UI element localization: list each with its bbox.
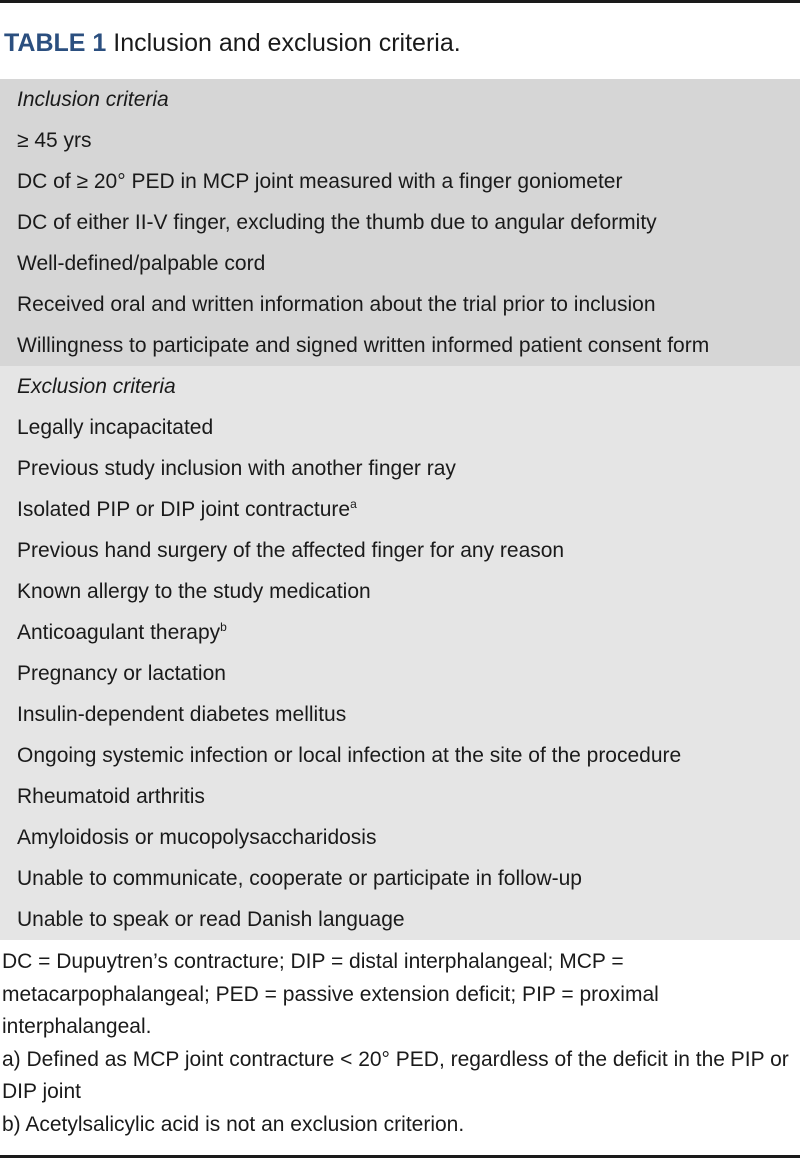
footnote-marker: a: [350, 497, 357, 511]
inclusion-item: ≥ 45 yrs: [17, 129, 92, 152]
inclusion-item: DC of either II-V finger, excluding the thumb due to angular deformity: [17, 211, 657, 234]
footnote-b: b) Acetylsalicylic acid is not an exclusion criterion.: [2, 1112, 465, 1136]
exclusion-item-text: Isolated PIP or DIP joint contracture: [17, 498, 351, 521]
table-title: Inclusion and exclusion criteria.: [113, 29, 461, 57]
exclusion-item: [0, 571, 800, 612]
top-rule: [0, 0, 800, 3]
exclusion-item-text: Previous study inclusion with another finger ray: [17, 457, 456, 480]
exclusion-item-text: Anticoagulant therapy: [17, 621, 221, 644]
exclusion-item-text: Unable to communicate, cooperate or participate in follow-up: [17, 867, 582, 890]
bottom-rule: [0, 1155, 800, 1158]
exclusion-item-text: Amyloidosis or mucopolysaccharidosis: [17, 826, 377, 849]
exclusion-item-text: Ongoing systemic infection or local infection at the site of the procedure: [17, 744, 682, 767]
inclusion-header: Inclusion criteria: [17, 88, 169, 111]
table-caption: [4, 26, 461, 60]
exclusion-item-text: Insulin-dependent diabetes mellitus: [17, 703, 347, 726]
exclusion-item: [0, 653, 800, 694]
exclusion-item: [0, 694, 800, 735]
exclusion-item: [0, 817, 800, 858]
exclusion-item-text: Unable to speak or read Danish language: [17, 908, 405, 931]
inclusion-item: Received oral and written information about the trial prior to inclusion: [17, 293, 656, 316]
exclusion-item: [0, 776, 800, 817]
exclusion-item: [0, 489, 800, 530]
inclusion-item: Well-defined/palpable cord: [17, 252, 266, 275]
exclusion-item-text: Previous hand surgery of the affected finger for any reason: [17, 539, 565, 562]
criteria-table: [0, 79, 800, 940]
table-label: TABLE 1: [4, 29, 107, 57]
inclusion-section: [0, 79, 800, 366]
table-footnotes: [2, 946, 798, 1141]
exclusion-item: [0, 735, 800, 776]
exclusion-item: [0, 612, 800, 653]
exclusion-item-text: Pregnancy or lactation: [17, 662, 226, 685]
exclusion-item: [0, 858, 800, 899]
exclusion-item: [0, 530, 800, 571]
inclusion-item: DC of ≥ 20° PED in MCP joint measured with a finger goniometer: [17, 170, 623, 193]
exclusion-header: Exclusion criteria: [17, 375, 176, 398]
inclusion-item: Willingness to participate and signed written informed patient consent form: [17, 334, 710, 357]
exclusion-item: [0, 448, 800, 489]
exclusion-item-text: Rheumatoid arthritis: [17, 785, 205, 808]
exclusion-section: [0, 366, 800, 940]
exclusion-item: [0, 407, 800, 448]
footnote-marker: b: [220, 620, 227, 634]
exclusion-item-text: Legally incapacitated: [17, 416, 214, 439]
exclusion-item-text: Known allergy to the study medication: [17, 580, 371, 603]
exclusion-item: [0, 899, 800, 940]
footnote-a: a) Defined as MCP joint contracture < 20° PED, regardless of the deficit in the PIP or DIP joint: [2, 1047, 789, 1103]
abbreviations-note: DC = Dupuytren’s contracture; DIP = distal interphalangeal; MCP = metacarpophalangeal; PED = passive extension deficit; PIP = proximal interphalangeal.: [2, 950, 659, 1038]
